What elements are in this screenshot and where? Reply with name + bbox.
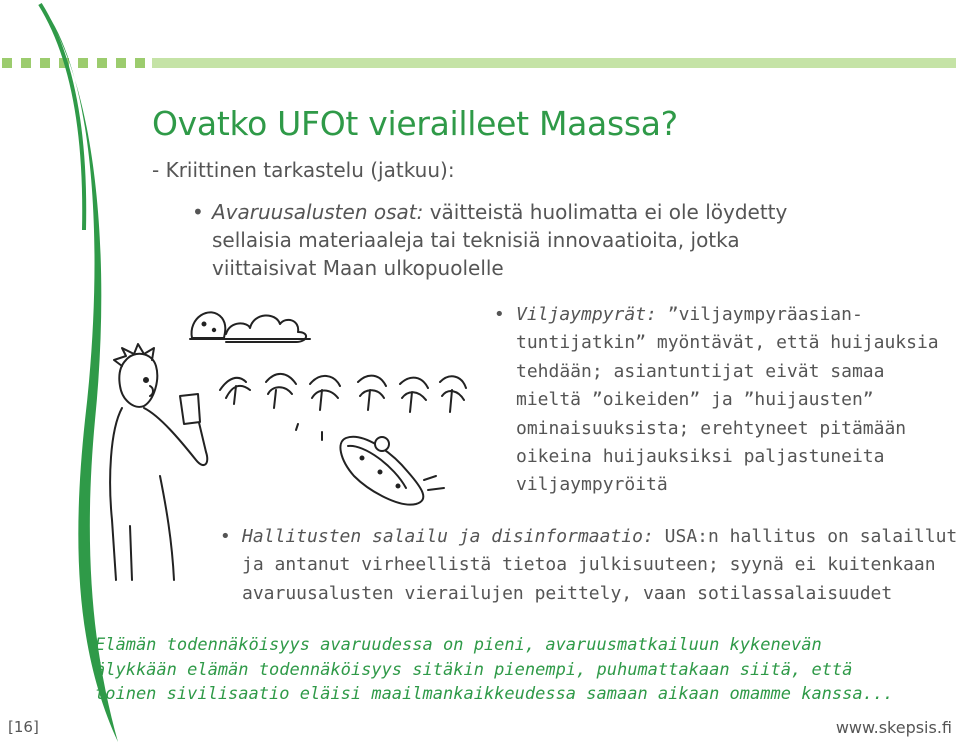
bullet-crop-circles	[494, 301, 939, 500]
bullet-term: Viljaympyrät:	[516, 304, 657, 325]
bullet-line: viljaympyröitä	[516, 474, 668, 496]
bullet-line: mieltä ”oikeiden” ja ”huijausten”	[516, 389, 874, 411]
conclusion-text	[95, 633, 893, 707]
bullet-line: ominaisuuksista; erehtyneet pitämään	[516, 417, 907, 439]
bullet-line: oikeina huijauksiksi paljastuneita	[516, 446, 885, 468]
bullet-term: Hallitusten salailu ja disinformaatio:	[242, 526, 654, 547]
footer-url: www.skepsis.fi	[835, 718, 952, 737]
bullet-line: sellaisia materiaaleja tai teknisiä innovaatioita, jotka	[212, 228, 740, 252]
bullet-dot: •	[494, 304, 505, 325]
bullet-line: tehdään; asiantuntijat eivät samaa	[516, 360, 885, 382]
slide-title: Ovatko UFOt vierailleet Maassa?	[152, 104, 678, 143]
conclusion-line: Elämän todennäköisyys avaruudessa on pieni, avaruusmatkailuun kykenevän	[95, 635, 822, 655]
bullet-line: avaruusalusten vierailujen peittely, vaan sotilassalaisuudet	[242, 582, 893, 604]
slide-subtitle: - Kriittinen tarkastelu (jatkuu):	[152, 158, 455, 182]
bullet-dot: •	[192, 200, 204, 224]
bullet-line: väitteistä huolimatta ei ole löydetty	[423, 200, 788, 224]
header-band	[0, 58, 960, 70]
bullet-spacecraft-parts	[192, 198, 788, 282]
bullet-line: ja antanut virheellistä tietoa julkisuuteen; syynä ei kuitenkaan	[242, 554, 936, 576]
bullet-dot: •	[220, 526, 231, 547]
slide-number: [16]	[8, 718, 39, 736]
bullet-line: ”viljaympyräasian-	[656, 304, 863, 325]
conclusion-line: toinen sivilisaatio eläisi maailmankaikkeudessa samaan aikaan omamme kanssa...	[95, 684, 894, 704]
bullet-line: USA:n hallitus on salaillut	[653, 526, 958, 547]
bullet-line: viittaisivat Maan ulkopuolelle	[212, 256, 504, 280]
ufo-sighting-illustration-icon	[100, 290, 480, 590]
bullet-line: tuntijatkin” myöntävät, että huijauksia	[516, 332, 939, 354]
conclusion-line: älykkään elämän todennäköisyys sitäkin pienempi, puhumattakaan siitä, että	[95, 659, 853, 680]
bullet-term: Avaruusalusten osat:	[212, 200, 424, 224]
